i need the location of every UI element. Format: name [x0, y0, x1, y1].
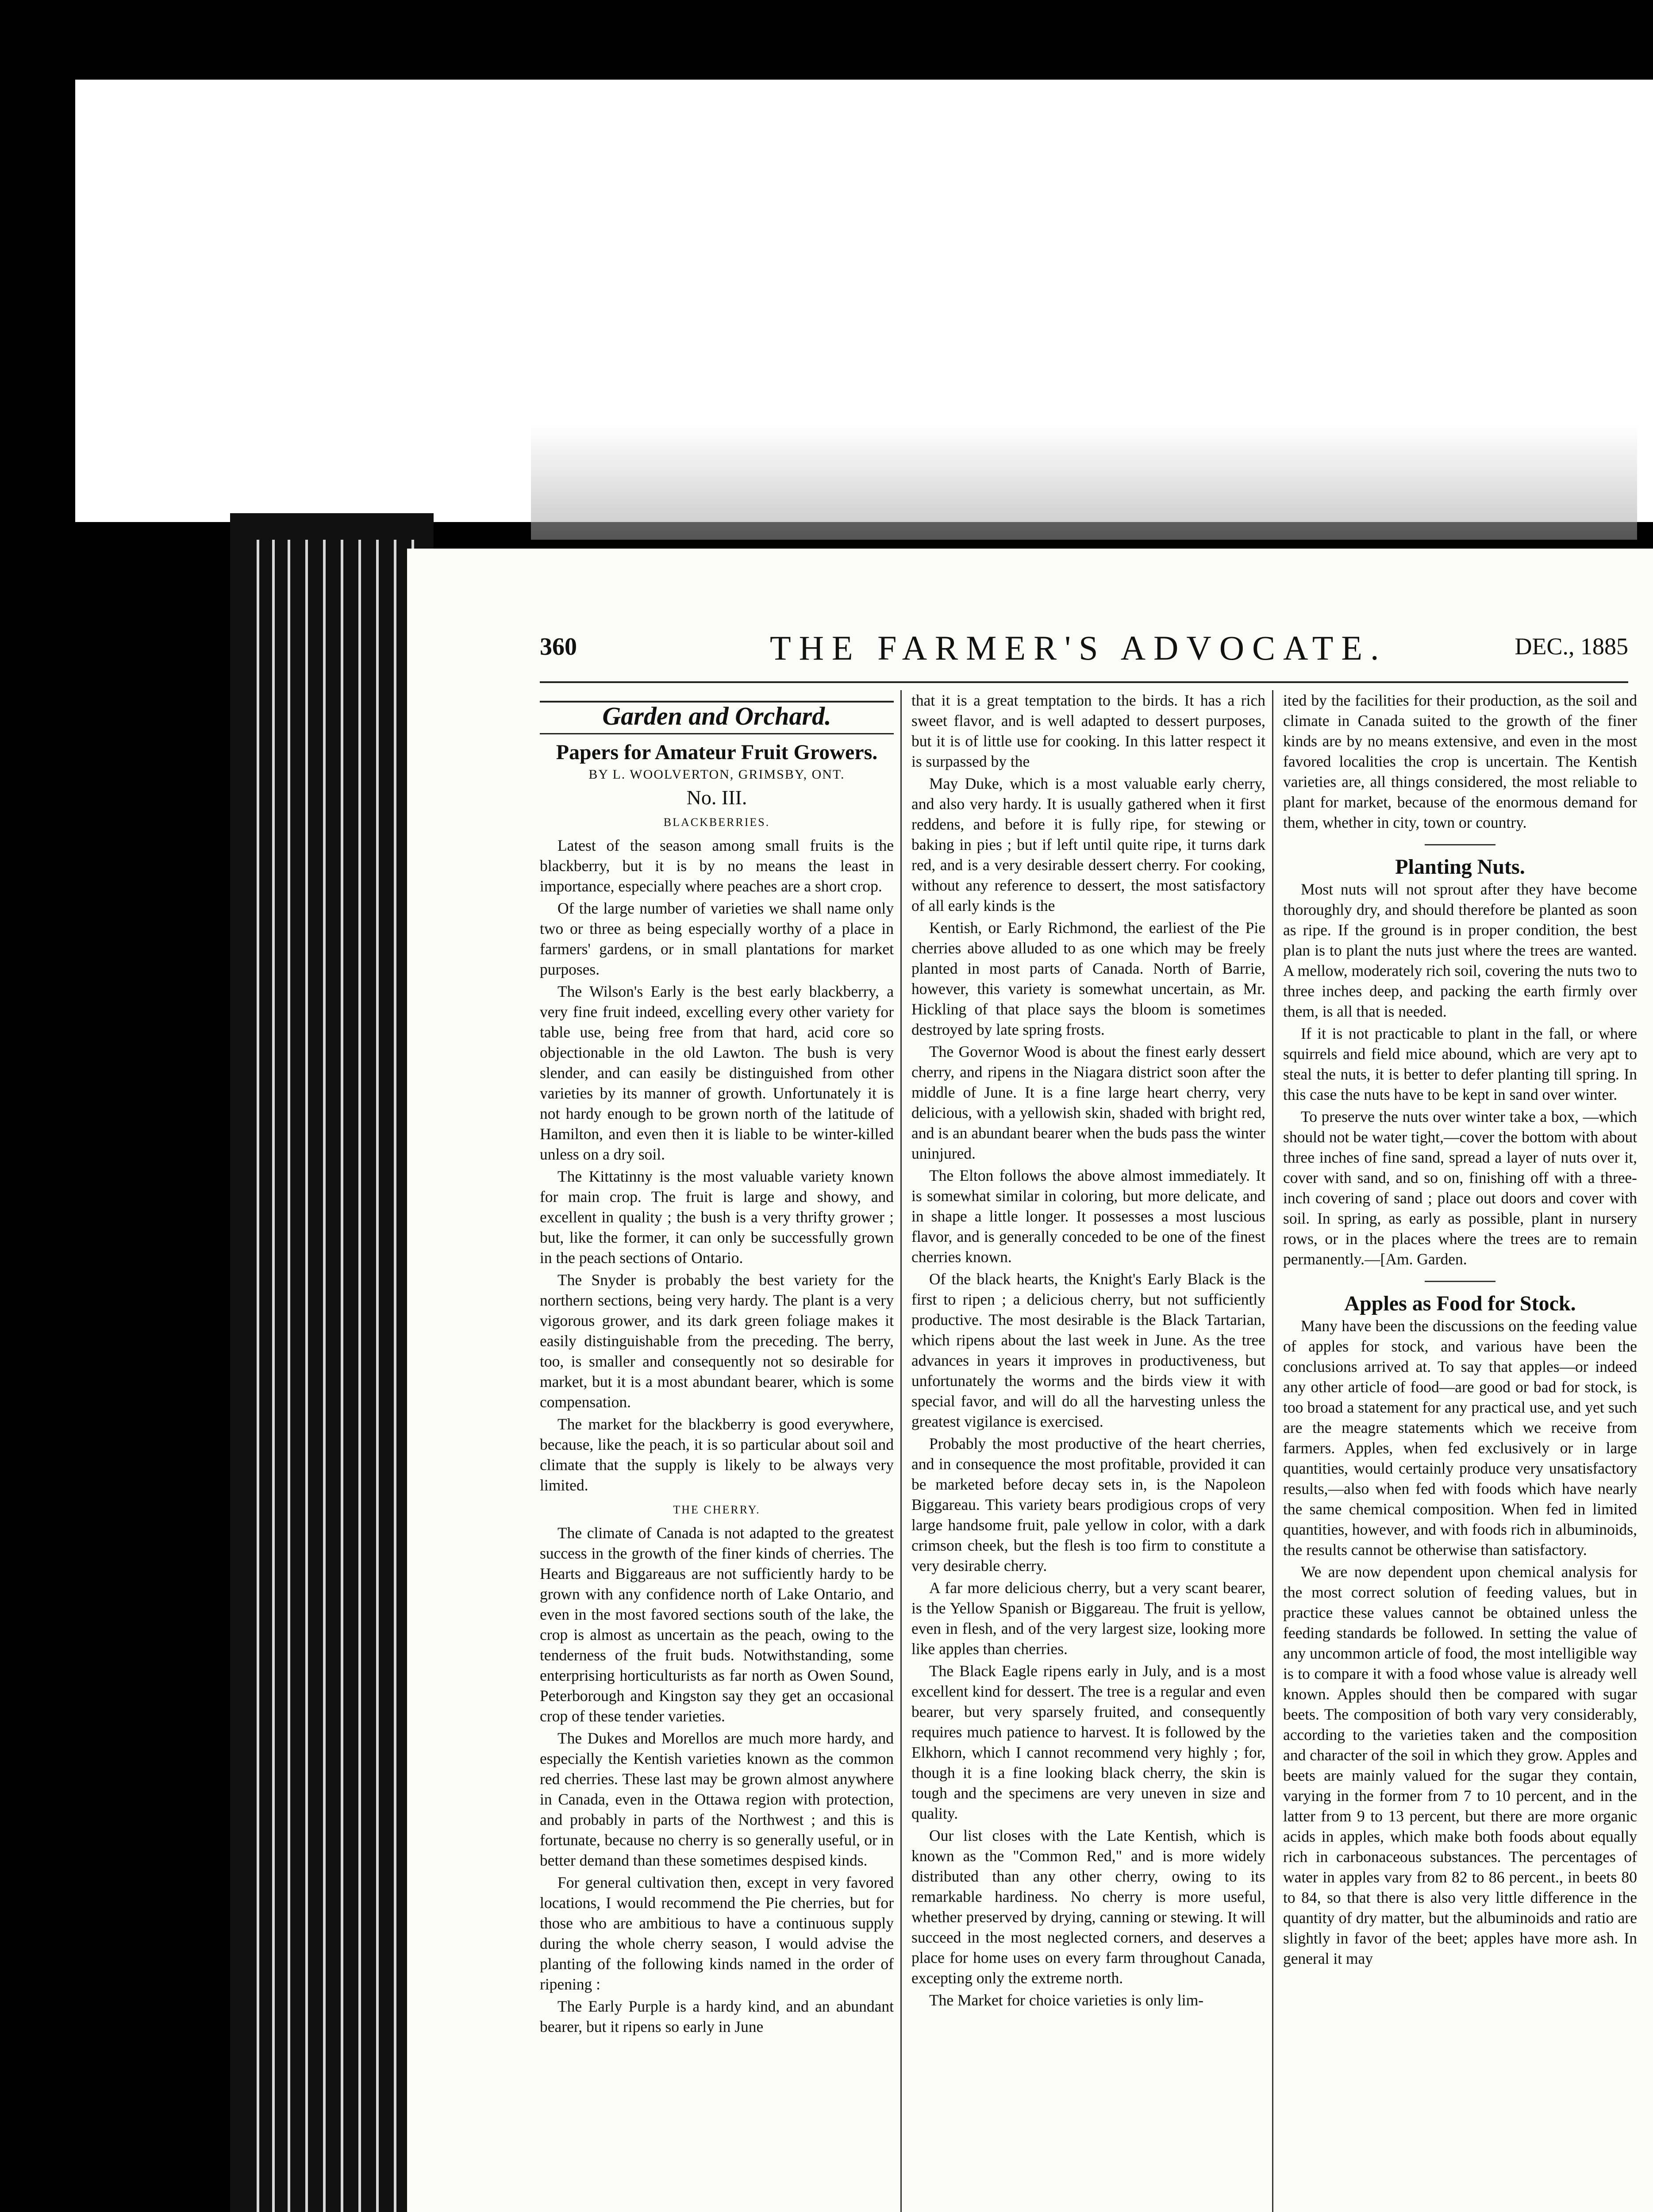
book-page-edges: [230, 513, 434, 2212]
paragraph: Our list closes with the Late Kentish, which is known as the "Common Red," and is more widely distributed than any other cherry, owing to its remarkable hardiness. No cherry is more useful, whether preserved by drying, canning or stewing. It will succeed in the most neglected corners, and deserves a place for home uses on every farm throughout Canada, excepting only the extreme north.: [911, 1827, 1265, 1987]
article-title-nuts: Planting Nuts.: [1395, 855, 1525, 879]
paragraph: that it is a great temptation to the birds. It has a rich sweet flavor, and is well adapted to dessert purposes, but it is of little use for cooking. In this latter respect it is surpassed by the: [911, 691, 1265, 770]
scan-shadow: [531, 425, 1637, 540]
section-title: Garden and Orchard.: [602, 702, 831, 730]
column-1: [540, 690, 894, 2039]
paragraph: May Duke, which is a most valuable early cherry, and also very hardy. It is usually gathered when it first reddens, and before it is fully ripe, for stewing or baking in pies ; but if left until quite ripe, it turns dark red, and is a very desirable dessert cherry. For cooking, without any reference to dessert, the most satisfactory of all early kinds is the: [911, 775, 1265, 914]
newspaper-page: [407, 549, 1653, 2212]
column-2: [911, 690, 1265, 2012]
article-title: Papers for Amateur Fruit Growers.: [556, 741, 878, 764]
masthead-rule: [540, 681, 1628, 683]
subheading-blackberries: BLACKBERRIES.: [663, 816, 770, 829]
paragraph: The Snyder is probably the best variety for the northern sections, being very hardy. The plant is a very vigorous grower, and its dark green foliage makes it easily distinguishable from the preceding. The berry, too, is smaller and consequently not so desirable for market, but it is a most abundant bearer, which is some compensation.: [540, 1271, 894, 1411]
paragraph: A far more delicious cherry, but a very scant bearer, is the Yellow Spanish or Biggareau. The fruit is yellow, even in flesh, and of the very largest size, looking more like apples than cherries.: [911, 1579, 1265, 1658]
paragraph: The Kittatinny is the most valuable variety known for main crop. The fruit is large and showy, and excellent in quality ; the bush is a very thrifty grower ; but, like the former, it can only be successfully grown in the peach sections of Ontario.: [540, 1167, 894, 1267]
section-header: [540, 701, 894, 734]
column-divider: [1272, 690, 1273, 2212]
paper-title: THE FARMER'S ADVOCATE.: [770, 629, 1387, 667]
masthead: [540, 628, 1628, 677]
article-title-apples: Apples as Food for Stock.: [1344, 1292, 1576, 1315]
paragraph: The Dukes and Morellos are much more hardy, and especially the Kentish varieties known as the common red cherries. These last may be grown almost anywhere in Canada, even in the Ottawa region with protection, and probably in parts of the Northwest ; and this is fortunate, because no cherry is so generally useful, or in better demand than these sometimes despised kinds.: [540, 1729, 894, 1869]
paragraph: The Early Purple is a hardy kind, and an abundant bearer, but it ripens so early in June: [540, 1997, 894, 2035]
issue-date: DEC., 1885: [1515, 633, 1628, 660]
paragraph: For general cultivation then, except in very favored locations, I would recommend the Pie cherries, but for those who are ambitious to have a continuous supply during the whole cherry season, I would advise the planting of the following kinds named in the order of ripening :: [540, 1874, 894, 1993]
paragraph: To preserve the nuts over winter take a box, —which should not be water tight,—cover the bottom with about three inches of fine sand, spread a layer of nuts over it, cover with sand, and so on, finishing off with a three-inch covering of sand ; place out doors and cover with soil. In spring, as early as possible, plant in nursery rows, or in the places where the trees are to remain permanently.—[Am. Garden.: [1283, 1108, 1637, 1268]
paragraph: The Market for choice varieties is only lim-: [929, 1991, 1204, 2009]
paragraph: Latest of the season among small fruits is the blackberry, but it is by no means the least in importance, especially where peaches are a short crop.: [540, 837, 894, 895]
paragraph: The Elton follows the above almost immediately. It is somewhat similar in coloring, but more delicate, and in shape a little longer. It possesses a most luscious flavor, and is generally conceded to be one of the finest cherries known.: [911, 1167, 1265, 1266]
article-part-number: No. III.: [686, 786, 747, 809]
paragraph: The market for the blackberry is good everywhere, because, like the peach, it is so particular about soil and climate that the supply is likely to be always very limited.: [540, 1415, 894, 1494]
paragraph: The Wilson's Early is the best early blackberry, a very fine fruit indeed, excelling every other variety for table use, being free from that hard, acid core so objectionable in the old Lawton. The bush is very slender, and can easily be distinguished from other varieties by its manner of growth. Unfortunately it is not hardy enough to be grown north of the latitude of Hamilton, and even then it is liable to be winter-killed unless on a dry soil.: [540, 983, 894, 1163]
paragraph: Probably the most productive of the heart cherries, and in consequence the most profitable, provided it can be marketed before decay sets in, is the Napoleon Biggareau. This variety bears prodigious crops of very large handsome fruit, pale yellow in color, with a dark crimson cheek, but the flesh is too firm to constitute a very desirable cherry.: [911, 1435, 1265, 1575]
subheading-cherry: THE CHERRY.: [673, 1503, 761, 1516]
paragraph: The Governor Wood is about the finest early dessert cherry, and ripens in the Niagara district soon after the middle of June. It is a fine large heart cherry, very delicious, with a yellowish skin, shaded with bright red, and is an abundant bearer when the buds pass the winter uninjured.: [911, 1043, 1265, 1162]
paragraph: ited by the facilities for their production, as the soil and climate in Canada suited to the growth of the finer kinds are by no means extensive, and even in the most favored localities the crop is uncertain. The Kentish varieties are, all things considered, the most reliable to plant for market, because of the enormous demand for them, whether in city, town or country.: [1283, 691, 1637, 831]
article-byline: BY L. WOOLVERTON, GRIMSBY, ONT.: [588, 767, 845, 782]
paragraph: Of the black hearts, the Knight's Early Black is the first to ripen ; a delicious cherry, but not sufficiently productive. The most desirable is the Black Tartarian, which ripens about the last week in June. As the tree advances in years it improves in productiveness, but unfortunately the worms and the birds view it with special favor, and will do all the harvesting unless the greatest vigilance is exercised.: [911, 1270, 1265, 1430]
article-divider: [1425, 844, 1495, 845]
paragraph: Of the large number of varieties we shall name only two or three as being especially worthy of a place in farmers' gardens, or in small plantations for market purposes.: [540, 899, 894, 978]
paragraph: Kentish, or Early Richmond, the earliest of the Pie cherries above alluded to as one which may be freely planted in most parts of Canada. North of Barrie, however, this variety is somewhat uncertain, as Mr. Hickling of that place says the bloom is sometimes destroyed by late spring frosts.: [911, 919, 1265, 1038]
article-divider: [1425, 1281, 1495, 1282]
column-3: [1283, 690, 1637, 1970]
paragraph: Most nuts will not sprout after they have become thoroughly dry, and should therefore be planted as soon as ripe. If the ground is in proper condition, the best plan is to plant the nuts just where the trees are wanted. A mellow, moderately rich soil, covering the nuts two to three inches deep, and packing the earth firmly over them, is all that is needed.: [1283, 880, 1637, 1020]
page-number: 360: [540, 633, 577, 661]
paragraph: Many have been the discussions on the feeding value of apples for stock, and various have been the conclusions arrived at. To say that apples—or indeed any other article of food—are good or bad for stock, is too broad a statement for any practical use, and yet such are the meagre statements which we receive from farmers. Apples, when fed exclusively or in large quantities, would certainly produce very unsatisfactory results,—also when fed with foods which have nearly the same chemical composition. When fed in limited quantities, however, and with foods rich in albuminoids, the results cannot be otherwise than satisfactory.: [1283, 1317, 1637, 1559]
paragraph: We are now dependent upon chemical analysis for the most correct solution of feeding values, but in practice these values cannot be obtained unless the feeding standards be followed. In setting the value of any uncommon article of food, the most intelligible way is to compare it with a food whose value is already well known. Apples should then be compared with sugar beets. The composition of both vary very considerably, according to the varieties taken and the composition and character of the soil in which they grow. Apples and beets are mainly valued for the sugar they contain, varying in the former from 7 to 10 percent, and in the latter from 9 to 13 percent, but there are more organic acids in apples, which make both foods about equally rich in carbonaceous substances. The percentages of water in apples vary from 82 to 86 percent., in beets 80 to 84, so that there is also very little difference in the quantity of dry matter, but the albuminoids and ratio are slightly in favor of the beet; apples have more ash. In general it may: [1283, 1563, 1637, 1967]
column-divider: [900, 690, 902, 2212]
paragraph: If it is not practicable to plant in the fall, or where squirrels and field mice abound, which are very apt to steal the nuts, it is better to defer planting till spring. In this case the nuts have to be kept in sand over winter.: [1283, 1025, 1637, 1103]
paragraph: The Black Eagle ripens early in July, and is a most excellent kind for dessert. The tree is a regular and even bearer, but very sparsely fruited, and consequently requires much patience to harvest. It is followed by the Elkhorn, which I cannot recommend very highly ; for, though it is a fine looking black cherry, the skin is tough and the specimens are very uneven in size and quality.: [911, 1662, 1265, 1822]
paragraph: The climate of Canada is not adapted to the greatest success in the growth of the finer kinds of cherries. The Hearts and Biggareaus are not sufficiently hardy to be grown with any confidence north of Lake Ontario, and even in the most favored sections south of the lake, the crop is almost as uncertain as the peach, owing to the tenderness of the fruit buds. Notwithstanding, some enterprising horticulturists as far north as Owen Sound, Peterborough and Kingston say they get an occasional crop of these tender varieties.: [540, 1524, 894, 1725]
